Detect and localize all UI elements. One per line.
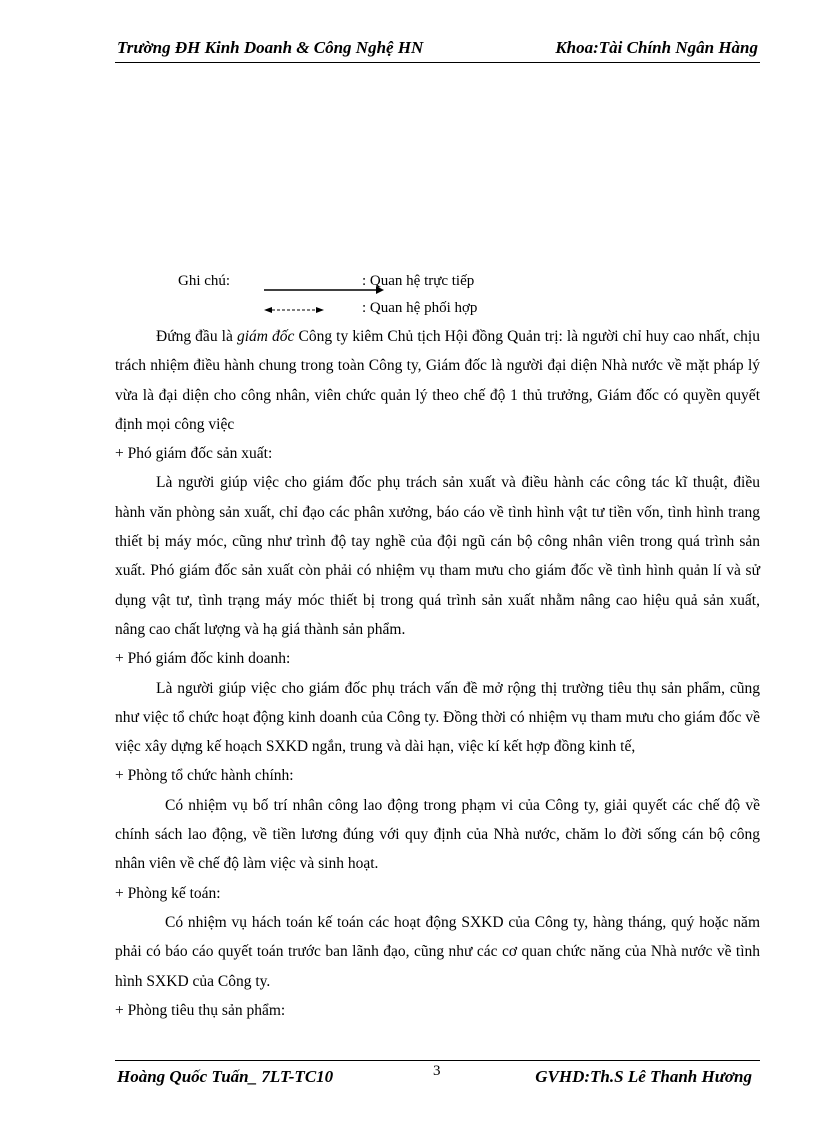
heading-production-deputy: + Phó giám đốc sản xuất: <box>115 445 273 463</box>
legend-direct: : Quan hệ trực tiếp <box>362 273 475 289</box>
header-school: Trường ĐH Kinh Doanh & Công Nghệ HN <box>117 38 424 57</box>
paragraph-accounting-dept: Có nhiệm vụ hách toán kế toán các hoạt động SXKD của Công ty, hàng tháng, quý hoặc năm phải có báo cáo quyết toán trước ban lãnh đạo, cũng như các cơ quan chức năng của Nhà nước về tình hình SXKD của Công ty. <box>115 913 760 990</box>
heading-sales-dept: + Phòng tiêu thụ sản phẩm: <box>115 1001 286 1019</box>
p1-emphasis: giám đốc <box>236 328 295 345</box>
p1-pre: Đứng đầu là <box>156 328 237 345</box>
footer-advisor: GVHD:Th.S Lê Thanh Hương <box>535 1067 752 1086</box>
footer-author: Hoàng Quốc Tuấn_ 7LT-TC10 <box>117 1067 334 1086</box>
page-footer <box>115 1060 760 1091</box>
heading-admin-dept: + Phòng tổ chức hành chính: <box>115 767 294 785</box>
page-number: 3 <box>433 1063 441 1079</box>
heading-accounting-dept: + Phòng kế toán: <box>115 884 221 902</box>
legend-coordinate: : Quan hệ phối hợp <box>362 300 478 316</box>
header-faculty: Khoa:Tài Chính Ngân Hàng <box>555 38 758 57</box>
legend-label: Ghi chú: <box>178 273 231 289</box>
heading-business-deputy: + Phó giám đốc kinh doanh: <box>115 650 291 668</box>
body-text <box>115 322 760 1025</box>
paragraph-admin-dept: Có nhiệm vụ bố trí nhân công lao động trong phạm vi của Công ty, giải quyết các chế độ về chính sách lao động, về tiền lương đúng với quy định của Nhà nước, chăm lo đời sống cán bộ công nhân viên về chế độ làm việc và sinh hoạt. <box>115 796 760 873</box>
paragraph-director <box>115 322 760 439</box>
paragraph-production-deputy: Là người giúp việc cho giám đốc phụ trách sản xuất và điều hành các công tác kĩ thuật, điều hành văn phòng sản xuất, chỉ đạo các phân xưởng, báo cáo về tình hình vật tư tiền vốn, tình hình trang thiết bị máy móc, cũng như trình độ tay nghề của đội ngũ cán bộ công nhân viên trong quá trình sản xuất. Phó giám đốc sản xuất còn phải có nhiệm vụ tham mưu cho giám đốc về tình hình quản lí và sử dụng vật tư, tình trạng máy móc thiết bị trong quá trình sản xuất nhằm nâng cao hiệu quả sản xuất, nâng cao chất lượng và hạ giá thành sản phẩm. <box>115 474 760 638</box>
page-header <box>115 38 760 63</box>
paragraph-business-deputy: Là người giúp việc cho giám đốc phụ trách vấn đề mở rộng thị trường tiêu thụ sản phẩm, cũng như việc tổ chức hoạt động kinh doanh của Công ty. Đồng thời có nhiệm vụ tham mưu cho giám đốc về việc xây dựng kế hoạch SXKD ngắn, trung và dài hạn, việc kí kết hợp đồng kinh tế, <box>115 679 760 756</box>
p1-post: Công ty kiêm Chủ tịch Hội đồng Quản trị: là người chỉ huy cao nhất, chịu trách nhiệm điều hành chung trong toàn Công ty, Giám đốc là người đại diện Nhà nước về mặt pháp lý vừa là đại diện cho công nhân, viên chức quản lý theo chế độ 1 thủ trưởng, Giám đốc có quyền quyết định mọi công việc <box>115 328 760 433</box>
